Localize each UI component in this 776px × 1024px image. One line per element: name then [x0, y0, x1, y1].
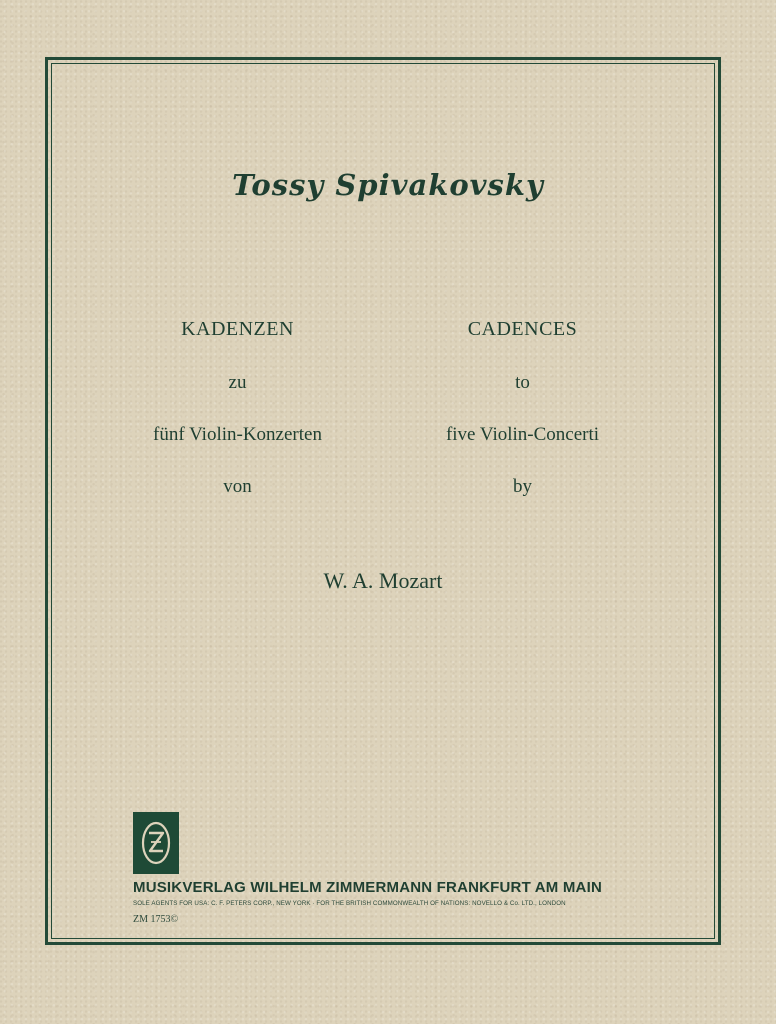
catalog-number: ZM 1753©: [133, 914, 179, 925]
english-line-to: to: [515, 372, 530, 393]
english-line-by: by: [513, 476, 532, 497]
english-line-concerti: five Violin-Concerti: [445, 424, 600, 445]
german-line-von: von: [223, 476, 252, 497]
german-line-konzerten: fünf Violin-Konzerten: [153, 424, 322, 445]
zimmermann-z-logo-icon: [133, 812, 179, 874]
composer-name: W. A. Mozart: [323, 568, 443, 593]
english-title: CADENCES: [467, 318, 578, 340]
author-name: Tossy Spivakovsky: [232, 168, 544, 202]
german-line-zu: zu: [228, 372, 247, 393]
publisher-name: MUSIKVERLAG WILHELM ZIMMERMANN FRANKFURT AM MAIN: [133, 879, 602, 896]
sole-agents-line: SOLE AGENTS FOR USA: C. F. PETERS CORP., NEW YORK · FOR THE BRITISH COMMONWEALTH OF NATIONS: NOVELLO & Co. LTD., LONDON: [133, 900, 566, 907]
german-title: KADENZEN: [181, 318, 294, 340]
